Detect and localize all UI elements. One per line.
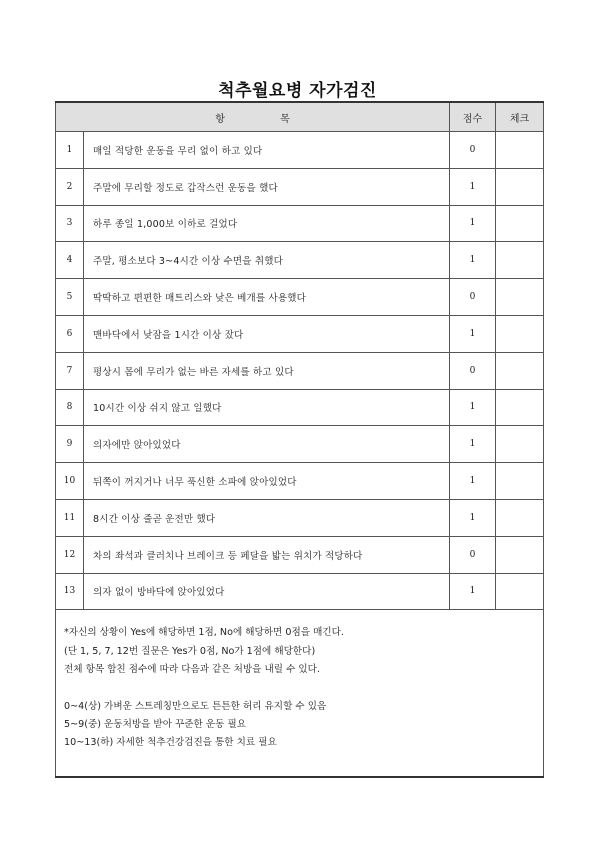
- row-item-text: 뒤쪽이 꺼지거나 너무 푹신한 소파에 앉아있었다: [84, 463, 450, 500]
- table-row: [56, 242, 544, 279]
- scoring-summary-text: 전체 항목 합친 점수에 따라 다음과 같은 처방을 내릴 수 있다.: [64, 664, 320, 676]
- row-number: 10: [56, 463, 84, 500]
- row-score: 1: [450, 205, 496, 242]
- scoring-rule-text: *자신의 상황이 Yes에 해당하면 1점, No에 해당하면 0점을 매긴다.: [64, 627, 344, 639]
- checklist-table: [55, 101, 544, 778]
- row-check-cell[interactable]: [496, 168, 544, 205]
- row-score: 1: [450, 315, 496, 352]
- row-item-text: 딱딱하고 편편한 매트리스와 낮은 베개를 사용했다: [84, 279, 450, 316]
- row-number: 12: [56, 536, 84, 573]
- prescription-low: 10~13(하) 자세한 척추건강검진을 통한 치료 필요: [64, 737, 277, 749]
- table-row: [56, 205, 544, 242]
- row-score: 1: [450, 573, 496, 610]
- table-row: [56, 426, 544, 463]
- row-number: 11: [56, 499, 84, 536]
- scoring-exception-text: (단 1, 5, 7, 12번 질문은 Yes가 0점, No가 1점에 해당한다): [64, 645, 316, 657]
- row-item-text: 평상시 몸에 무리가 없는 바른 자세를 하고 있다: [84, 352, 450, 389]
- row-check-cell[interactable]: [496, 352, 544, 389]
- row-check-cell[interactable]: [496, 389, 544, 426]
- table-row: [56, 573, 544, 610]
- row-item-text: 의자에만 앉아있었다: [84, 426, 450, 463]
- row-check-cell[interactable]: [496, 315, 544, 352]
- row-number: 9: [56, 426, 84, 463]
- row-number: 2: [56, 168, 84, 205]
- row-item-text: 주말에 무리할 정도로 갑작스런 운동을 했다: [84, 168, 450, 205]
- table-row: [56, 315, 544, 352]
- row-number: 3: [56, 205, 84, 242]
- row-score: 1: [450, 499, 496, 536]
- table-row: [56, 352, 544, 389]
- row-check-cell[interactable]: [496, 536, 544, 573]
- row-score: 1: [450, 389, 496, 426]
- row-item-text: 8시간 이상 줄곧 운전만 했다: [84, 499, 450, 536]
- table-row: [56, 536, 544, 573]
- row-check-cell[interactable]: [496, 463, 544, 500]
- row-score: 0: [450, 536, 496, 573]
- row-score: 1: [450, 463, 496, 500]
- row-item-text: 의자 없이 방바닥에 앉아있었다: [84, 573, 450, 610]
- table-row: [56, 132, 544, 169]
- row-score: 1: [450, 242, 496, 279]
- notes-row: [56, 610, 544, 778]
- row-item-text: 하루 종일 1,000보 이하로 걸었다: [84, 205, 450, 242]
- row-check-cell[interactable]: [496, 205, 544, 242]
- row-check-cell[interactable]: [496, 132, 544, 169]
- notes-spacer: [64, 680, 535, 698]
- row-number: 8: [56, 389, 84, 426]
- table-row: [56, 499, 544, 536]
- row-score: 1: [450, 426, 496, 463]
- row-score: 0: [450, 132, 496, 169]
- row-item-text: 맨바닥에서 낮잠을 1시간 이상 잤다: [84, 315, 450, 352]
- row-check-cell[interactable]: [496, 499, 544, 536]
- table-row: [56, 389, 544, 426]
- row-number: 7: [56, 352, 84, 389]
- row-item-text: 매일 적당한 운동을 무리 없이 하고 있다: [84, 132, 450, 169]
- row-score: 1: [450, 168, 496, 205]
- table-row: [56, 168, 544, 205]
- table-row: [56, 463, 544, 500]
- row-check-cell[interactable]: [496, 242, 544, 279]
- page-title: 척추월요병 자가검진: [218, 81, 377, 101]
- row-check-cell[interactable]: [496, 573, 544, 610]
- check-column-header: 체크: [496, 102, 544, 132]
- scoring-notes: [56, 610, 544, 778]
- row-check-cell[interactable]: [496, 426, 544, 463]
- prescription-medium: 5~9(중) 운동처방을 받아 꾸준한 운동 필요: [64, 718, 246, 730]
- header-row: [56, 102, 544, 132]
- row-score: 0: [450, 352, 496, 389]
- row-number: 13: [56, 573, 84, 610]
- row-number: 5: [56, 279, 84, 316]
- score-column-header: 점수: [450, 102, 496, 132]
- row-number: 4: [56, 242, 84, 279]
- row-score: 0: [450, 279, 496, 316]
- row-number: 1: [56, 132, 84, 169]
- table-row: [56, 279, 544, 316]
- row-item-text: 10시간 이상 쉬지 않고 일했다: [84, 389, 450, 426]
- row-number: 6: [56, 315, 84, 352]
- prescription-high: 0~4(상) 가벼운 스트레칭만으로도 튼튼한 허리 유지할 수 있음: [64, 700, 327, 712]
- row-item-text: 주말, 평소보다 3~4시간 이상 수면을 취했다: [84, 242, 450, 279]
- row-check-cell[interactable]: [496, 279, 544, 316]
- row-item-text: 차의 좌석과 클러치나 브레이크 등 페달을 밟는 위치가 적당하다: [84, 536, 450, 573]
- item-column-header: 항 목: [56, 102, 450, 132]
